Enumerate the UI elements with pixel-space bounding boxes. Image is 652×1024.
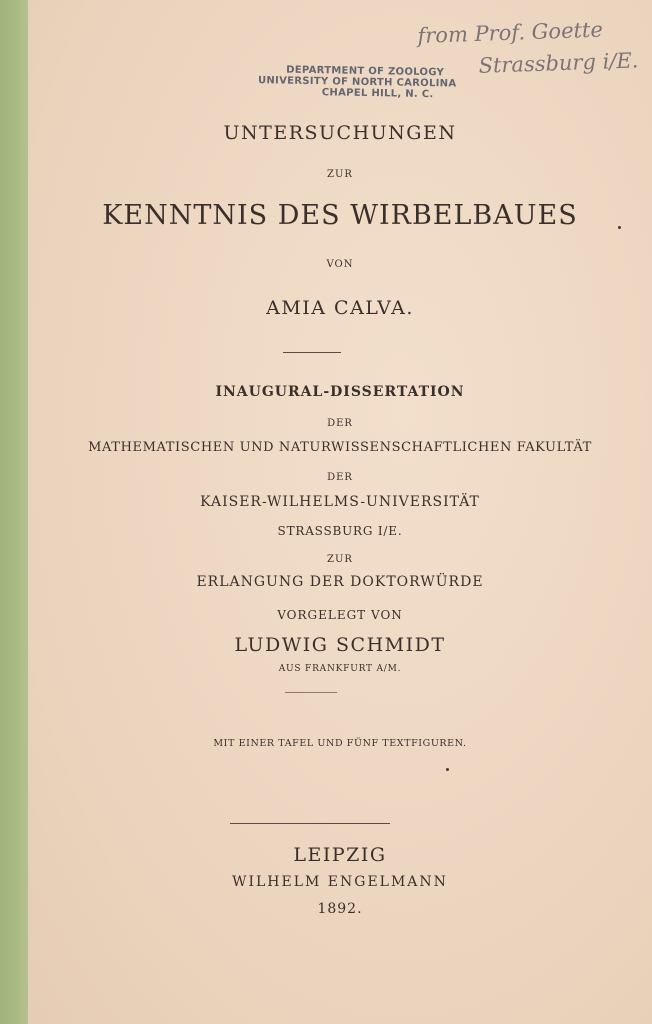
city-name: STRASSBURG I/E. [277,524,403,538]
paper-speck [618,226,621,229]
stamp-line: DEPARTMENT OF ZOOLOGY [286,64,445,79]
purpose-line: ERLANGUNG DER DOKTORWÜRDE [196,574,484,590]
author-origin: AUS FRANKFURT A/M. [278,664,402,674]
faculty-name: MATHEMATISCHEN UND NATURWISSENSCHAFTLICHEN FAKULTÄT [88,440,592,455]
green-binding-strip [0,0,28,1024]
zur-line: ZUR [327,554,353,565]
paper-speck [446,768,449,771]
publication-place: LEIPZIG [293,844,387,866]
der-line: DER [327,418,353,429]
library-stamp [258,64,479,101]
divider-rule [283,352,341,353]
publication-year: 1892. [317,901,363,917]
divider-rule [230,823,390,824]
stamp-line: UNIVERSITY OF NORTH CAROLINA [257,75,457,90]
document-type: INAUGURAL-DISSERTATION [215,384,465,400]
stamp-line: CHAPEL HILL, N. C. [321,87,434,101]
handwritten-line: Strassburg i/E. [478,48,639,78]
main-title: KENNTNIS DES WIRBELBAUES [102,200,578,231]
publisher-name: WILHELM ENGELMANN [232,874,448,890]
handwritten-line: from Prof. Goette [417,17,604,49]
figures-note: MIT EINER TAFEL UND FÜNF TEXTFIGUREN. [213,738,467,749]
title-line-von: VON [326,259,354,270]
presented-by: VORGELEGT VON [277,608,403,622]
title-line-untersuchungen: UNTERSUCHUNGEN [223,122,457,144]
author-name: LUDWIG SCHMIDT [234,634,446,656]
species-name: AMIA CALVA. [266,297,414,319]
title-line-zur: ZUR [327,169,353,180]
der-line: DER [327,472,353,483]
university-name: KAISER-WILHELMS-UNIVERSITÄT [200,494,480,510]
divider-rule [285,692,337,693]
title-page [28,0,652,1024]
